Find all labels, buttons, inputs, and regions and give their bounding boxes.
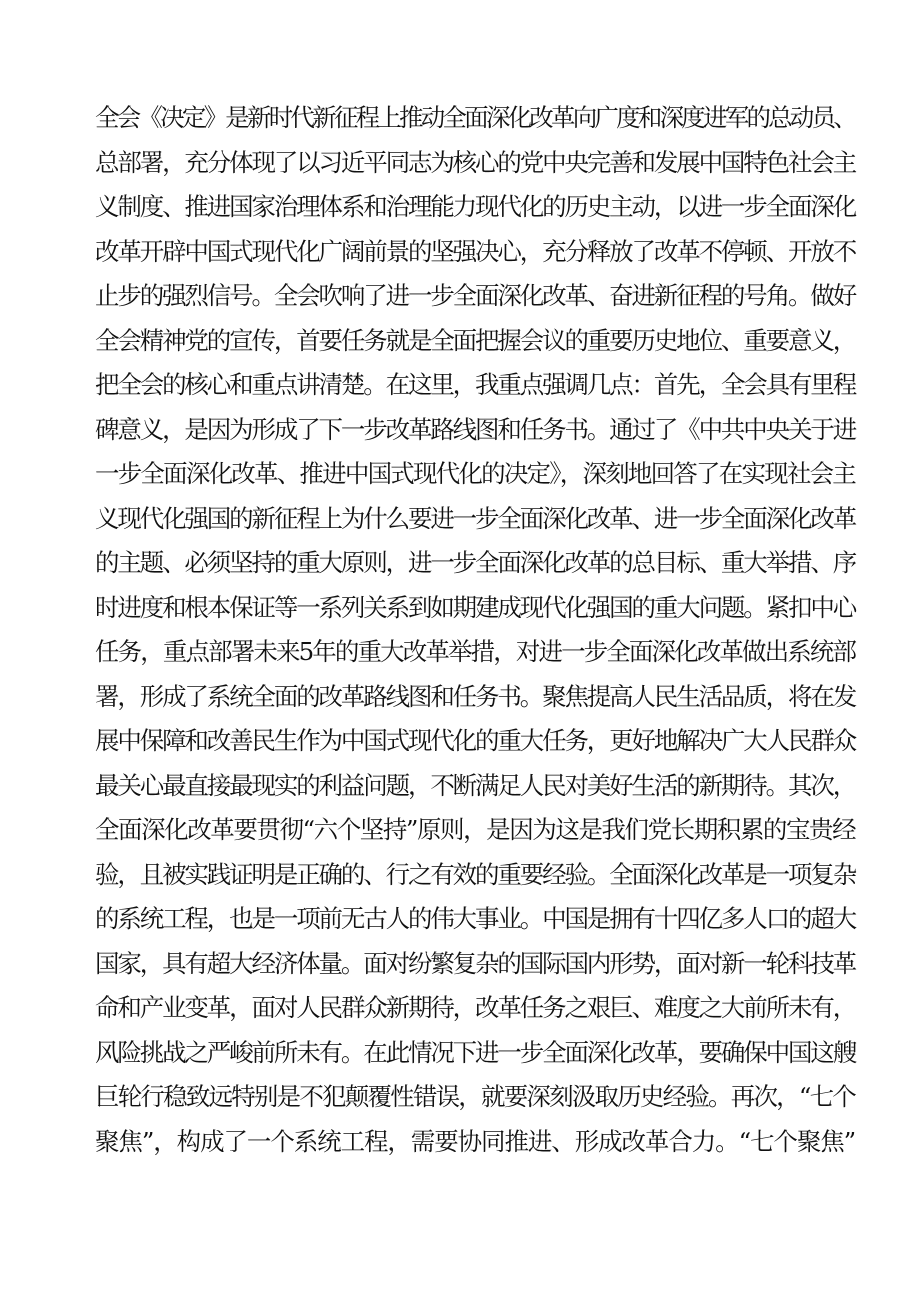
text-line: 风险挑战之严峻前所未有。在此情况下进一步全面深化改革，要确保中国这艘 xyxy=(95,1037,855,1067)
text-line: 一步全面深化改革、推进中国式现代化的决定》，深刻地回答了在实现社会主 xyxy=(95,459,855,488)
text-line: 巨轮行稳致远特别是不犯颠覆性错误，就要深刻汲取历史经验。再次，“七个 xyxy=(95,1082,855,1111)
text-line: 最关心最直接最现实的利益问题，不断满足人民对美好生活的新期待。其次， xyxy=(95,770,855,800)
text-line: 止步的强烈信号。全会吹响了进一步全面深化改革、奋进新征程的号角。做好 xyxy=(95,281,855,310)
text-line: 署，形成了系统全面的改革路线图和任务书。聚焦提高人民生活品质，将在发 xyxy=(95,681,855,711)
text-line: 时进度和根本保证等一系列关系到如期建成现代化强国的重大问题。紧扣中心 xyxy=(95,592,855,622)
text-line: 改革开辟中国式现代化广阔前景的坚强决心，充分释放了改革不停顿、开放不 xyxy=(95,236,855,266)
text-line: 聚焦”，构成了一个系统工程，需要协同推进、形成改革合力。“七个聚焦” xyxy=(95,1126,855,1156)
text-line: 验，且被实践证明是正确的、行之有效的重要经验。全面深化改革是一项复杂 xyxy=(95,859,855,889)
body-paragraph xyxy=(95,96,855,1164)
text-line: 义制度、推进国家治理体系和治理能力现代化的历史主动，以进一步全面深化 xyxy=(95,192,855,221)
text-line: 的系统工程，也是一项前无古人的伟大事业。中国是拥有十四亿多人口的超大 xyxy=(95,904,855,933)
text-line: 命和产业变革，面对人民群众新期待，改革任务之艰巨、难度之大前所未有， xyxy=(95,993,855,1022)
text-line: 把全会的核心和重点讲清楚。在这里，我重点强调几点：首先，全会具有里程 xyxy=(95,370,855,399)
text-line: 总部署，充分体现了以习近平同志为核心的党中央完善和发展中国特色社会主 xyxy=(95,147,855,177)
text-line: 国家，具有超大经济体量。面对纷繁复杂的国际国内形势，面对新一轮科技革 xyxy=(95,948,855,978)
text-line: 全会精神党的宣传，首要任务就是全面把握会议的重要历史地位、重要意义， xyxy=(95,325,855,355)
text-line: 义现代化强国的新征程上为什么要进一步全面深化改革、进一步全面深化改革 xyxy=(95,503,855,533)
text-line: 的主题、必须坚持的重大原则，进一步全面深化改革的总目标、重大举措、序 xyxy=(95,548,855,577)
text-line: 全会《决定》是新时代新征程上推动全面深化改革向广度和深度进军的总动员、 xyxy=(95,103,855,132)
text-line: 展中保障和改善民生作为中国式现代化的重大任务，更好地解决广大人民群众 xyxy=(95,726,855,755)
text-line: 全面深化改革要贯彻“六个坚持”原则，是因为这是我们党长期积累的宝贵经 xyxy=(95,815,855,844)
text-line: 碑意义，是因为形成了下一步改革路线图和任务书。通过了《中共中央关于进 xyxy=(95,414,855,444)
text-line: 任务，重点部署未来5年的重大改革举措，对进一步全面深化改革做出系统部 xyxy=(95,637,855,666)
